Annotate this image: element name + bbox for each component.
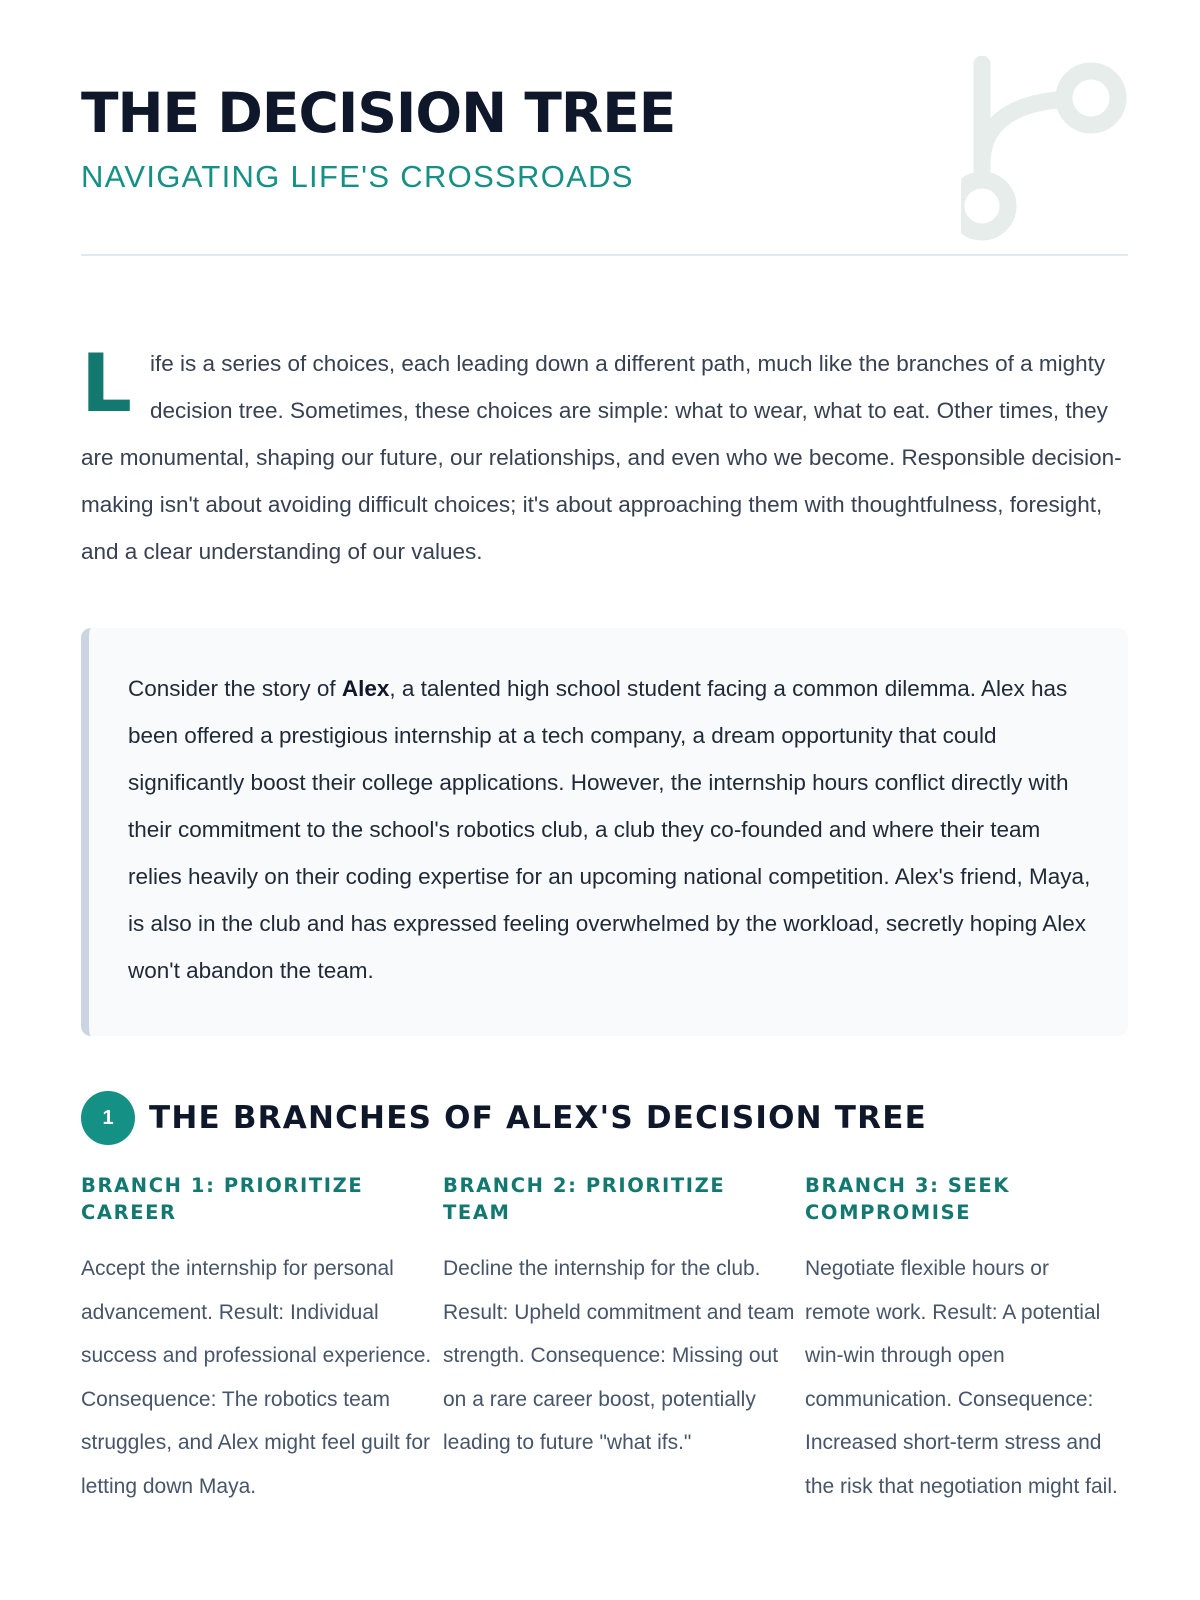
branch-icon: [961, 56, 1151, 246]
branches-grid: [81, 1172, 1128, 1509]
branch-text: Accept the internship for personal advancement. Result: Individual success and professional experience. Consequence: The robotics team struggles, and Alex might feel guilt for letting down Maya.: [81, 1257, 432, 1498]
page-subtitle: NAVIGATING LIFE'S CROSSROADS: [81, 159, 634, 194]
branch-text: Negotiate flexible hours or remote work. Result: A potential win-win through open communication. Consequence: Increased short-term stress and the risk that negotiation might fail.: [805, 1257, 1118, 1498]
story-callout: [81, 628, 1128, 1036]
branch-title: BRANCH 1: PRIORITIZE CAREER: [81, 1174, 364, 1224]
header-divider: [81, 254, 1128, 256]
branch-column: [805, 1172, 1128, 1509]
story-text: , a talented high school student facing a common dilemma. Alex has been offered a prestigious internship at a tech company, a dream opportunity that could significantly boost their college applications. However, the internship hours conflict directly with their commitment to the school's robotics club, a club they co-founded and where their team relies heavily on their coding expertise for an upcoming national competition. Alex's friend, Maya, is also in the club and has expressed feeling overwhelmed by the workload, secretly hoping Alex won't abandon the team.: [128, 676, 1091, 983]
article-page: [81, 0, 1128, 1600]
section-heading: [81, 1091, 927, 1145]
section-number-badge: 1: [81, 1091, 135, 1145]
branch-text: Decline the internship for the club. Result: Upheld commitment and team strength. Consequence: Missing out on a rare career boost, potentially leading to future "what ifs.": [443, 1257, 795, 1455]
story-lead: Consider the story of: [128, 676, 342, 701]
intro-paragraph: [81, 337, 1128, 575]
page-title: THE DECISION TREE: [81, 81, 676, 145]
intro-text: ife is a series of choices, each leading down a different path, much like the branches of a mighty decision tree. Sometimes, these choices are simple: what to wear, what to eat. Other times, they are monumental, shaping our future, our relationships, and even who we become. Responsible decision-making isn't about avoiding difficult choices; it's about approaching them with thoughtfulness, foresight, and a clear understanding of our values.: [81, 351, 1122, 564]
section-title: THE BRANCHES OF ALEX'S DECISION TREE: [149, 1100, 927, 1136]
branch-column: [81, 1172, 443, 1509]
header: [81, 78, 1128, 196]
branch-column: [443, 1172, 805, 1509]
drop-cap: L: [81, 337, 132, 430]
branch-title: BRANCH 3: SEEK COMPROMISE: [805, 1174, 1011, 1224]
story-name: Alex: [341, 676, 390, 701]
branch-title: BRANCH 2: PRIORITIZE TEAM: [443, 1174, 726, 1224]
